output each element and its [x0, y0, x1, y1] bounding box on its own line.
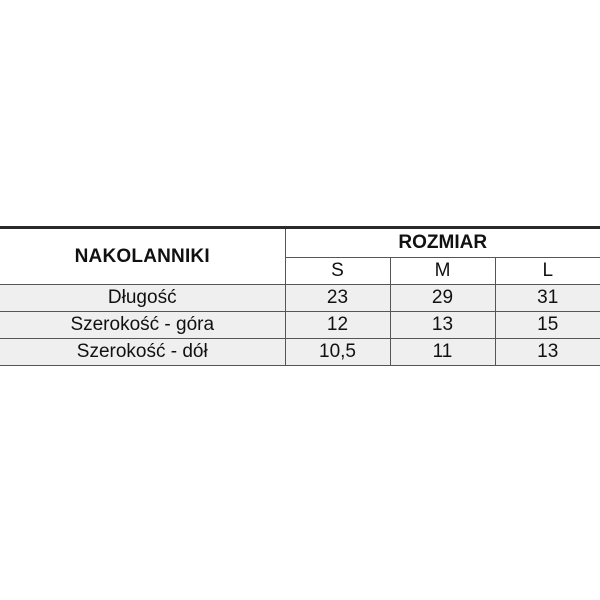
value-cell-m: 29: [390, 285, 495, 312]
row-label: Szerokość - góra: [0, 312, 285, 339]
value-cell-l: 13: [495, 339, 600, 366]
size-chart-table: [0, 226, 600, 366]
value-cell-l: 31: [495, 285, 600, 312]
row-label: Długość: [0, 285, 285, 312]
table-row-width-bottom: [0, 339, 600, 366]
size-header-m: M: [390, 258, 495, 285]
value-cell-s: 23: [285, 285, 390, 312]
size-header-s: S: [285, 258, 390, 285]
table-row-length: [0, 285, 600, 312]
value-cell-m: 11: [390, 339, 495, 366]
size-group-header: ROZMIAR: [285, 228, 600, 258]
value-cell-l: 15: [495, 312, 600, 339]
header-row: [0, 228, 600, 258]
product-name-header: NAKOLANNIKI: [0, 228, 285, 285]
size-header-l: L: [495, 258, 600, 285]
value-cell-m: 13: [390, 312, 495, 339]
value-cell-s: 12: [285, 312, 390, 339]
table-row-width-top: [0, 312, 600, 339]
value-cell-s: 10,5: [285, 339, 390, 366]
row-label: Szerokość - dół: [0, 339, 285, 366]
